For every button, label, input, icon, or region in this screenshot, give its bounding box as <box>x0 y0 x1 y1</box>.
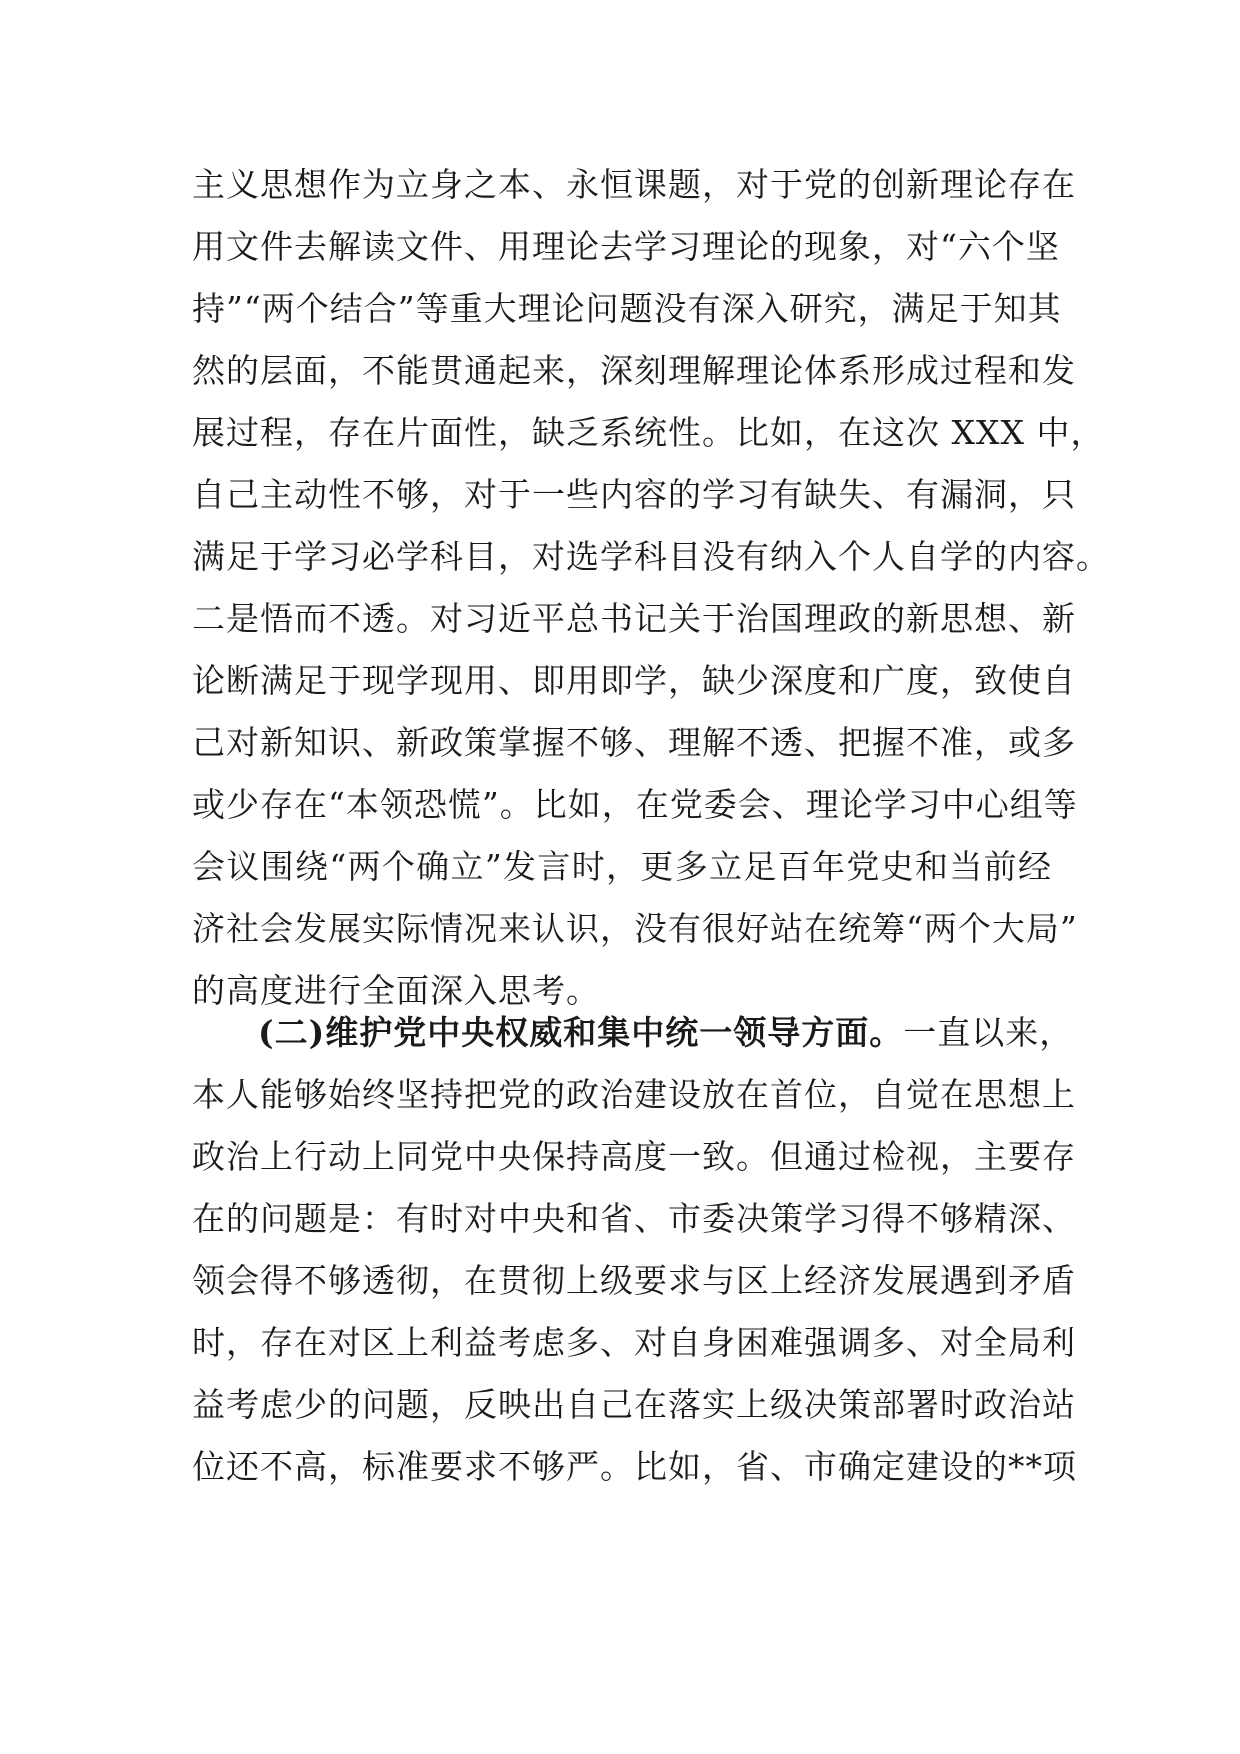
paragraph-line: 持”“两个结合”等重大理论问题没有深入研究，满足于知其 <box>192 289 1062 328</box>
paragraph-line: 济社会发展实际情况来认识，没有很好站在统筹“两个大局” <box>192 909 1078 948</box>
paragraph-line: 位还不高，标准要求不够严。比如，省、市确定建设的**项 <box>192 1447 1077 1486</box>
paragraph-line: 益考虑少的问题，反映出自己在落实上级决策部署时政治站 <box>192 1385 1076 1424</box>
paragraph-line: 然的层面，不能贯通起来，深刻理解理论体系形成过程和发 <box>192 351 1076 390</box>
paragraph-line: 己对新知识、新政策掌握不够、理解不透、把握不准，或多 <box>192 723 1076 762</box>
paragraph-line: 政治上行动上同党中央保持高度一致。但通过检视，主要存 <box>192 1137 1076 1176</box>
paragraph-line: 的高度进行全面深入思考。 <box>192 971 600 1010</box>
paragraph-line: 二是悟而不透。对习近平总书记关于治国理政的新思想、新 <box>192 599 1076 638</box>
paragraph-first-line <box>192 1002 1074 1064</box>
paragraph-line: 自己主动性不够，对于一些内容的学习有缺失、有漏洞，只 <box>192 475 1076 514</box>
paragraph-line: 或少存在“本领恐慌”。比如，在党委会、理论学习中心组等 <box>192 785 1078 824</box>
section-heading: (二)维护党中央权威和集中统一领导方面。 <box>258 1013 904 1052</box>
paragraph-line: 满足于学习必学科目，对选学科目没有纳入个人自学的内容。 <box>192 537 1110 576</box>
paragraph-line: 领会得不够透彻，在贯彻上级要求与区上经济发展遇到矛盾 <box>192 1261 1076 1300</box>
paragraph-1 <box>192 154 1110 1022</box>
heading-continuation: 一直以来， <box>903 1013 1074 1052</box>
paragraph-2 <box>192 1002 1077 1498</box>
paragraph-line: 展过程，存在片面性，缺乏系统性。比如，在这次 XXX 中， <box>192 413 1105 452</box>
paragraph-line: 主义思想作为立身之本、永恒课题，对于党的创新理论存在 <box>192 165 1076 204</box>
paragraph-line: 会议围绕“两个确立”发言时，更多立足百年党史和当前经 <box>192 847 1052 886</box>
paragraph-line: 论断满足于现学现用、即用即学，缺少深度和广度，致使自 <box>192 661 1076 700</box>
paragraph-line: 在的问题是：有时对中央和省、市委决策学习得不够精深、 <box>192 1199 1076 1238</box>
paragraph-line: 时，存在对区上利益考虑多、对自身困难强调多、对全局利 <box>192 1323 1076 1362</box>
paragraph-line: 用文件去解读文件、用理论去学习理论的现象，对“六个坚 <box>192 227 1060 266</box>
paragraph-line: 本人能够始终坚持把党的政治建设放在首位，自觉在思想上 <box>192 1075 1076 1114</box>
